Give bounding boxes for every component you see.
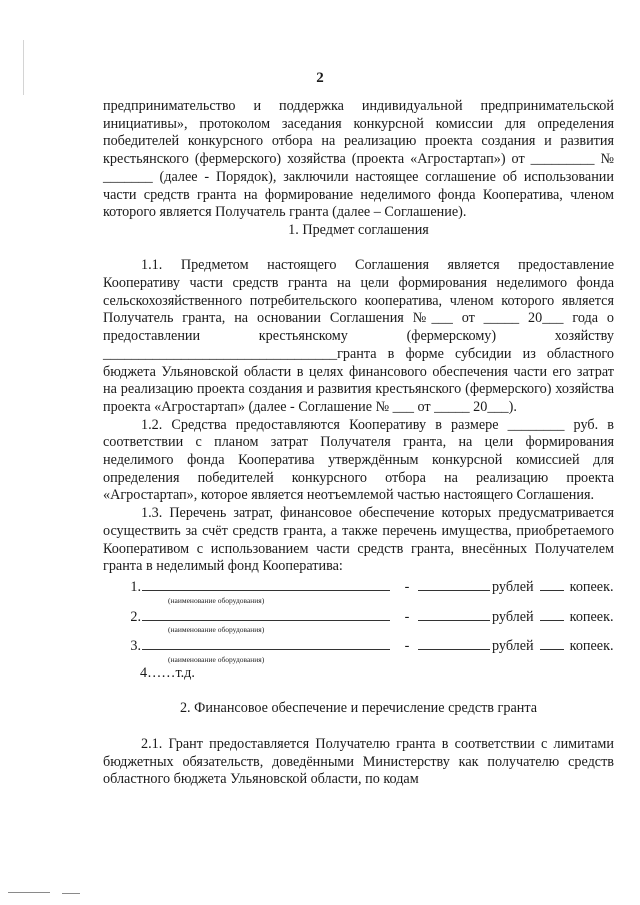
left-edge-mark [8,892,50,893]
intro-paragraph: предпринимательство и поддержка индивидуальной предпринимательской инициативы», протоколом заседания конкурсной комиссии для определения победителей конкурсного отбора на реализацию проекта создания и развития крестьянского (фермерского) хозяйства (проекта «Агростартап») от _________ № _______ (далее - Порядок), заключили настоящее соглашение об использовании части средств гранта на формирование неделимого фонда Кооператива, членом которого является Получатель гранта (далее – Соглашение). [103,98,614,221]
item-more-text: 4……т.д. [140,665,195,682]
expense-item [103,635,614,664]
item-caption: (наименование оборудования) [168,595,265,605]
item-dash: - [404,608,410,625]
item-kopecks-label: копеек. [569,638,614,655]
item-kopecks-label: копеек. [569,608,614,625]
item-kopecks-blank [540,606,564,621]
item-dash: - [404,578,410,595]
left-edge-mark-2 [62,893,80,894]
item-name-blank [142,576,390,591]
spacer [103,683,614,701]
expense-item [103,576,614,605]
item-caption: (наименование оборудования) [168,625,265,635]
item-rubles-blank [418,635,490,650]
spacer [103,718,614,736]
clause-1-1: 1.1. Предметом настоящего Соглашения является предоставление Кооперативу части средств гранта на цели формирования неделимого фонда сельскохозяйственного потребительского кооператива, членом которого является Получатель гранта, на основании Соглашения №___ от _____ 20___ года о предоставлении крестьянскому (фермерскому) хозяйству _________________________________гранта в форме субсидии из областного бюджета Ульяновской области в целях финансового обеспечения части его затрат на реализацию проекта создания и развития крестьянского (фермерского) хозяйства проекта «Агростартап» (далее - Соглашение № ___ от _____ 20___). [103,257,614,415]
item-number: 3. [130,638,141,655]
page-number: 2 [316,70,324,86]
item-rubles-blank [418,606,490,621]
expense-item-more [103,665,614,683]
item-name-blank [142,606,390,621]
item-number: 1. [130,578,141,595]
item-dash: - [404,638,410,655]
item-kopecks-label: копеек. [569,578,614,595]
item-kopecks-blank [540,635,564,650]
item-rubles-label: рублей [492,578,534,595]
item-kopecks-blank [540,576,564,591]
expense-item [103,606,614,635]
item-rubles-label: рублей [492,638,534,655]
section-2-title: 2. Финансовое обеспечение и перечисление средств гранта [179,700,538,717]
item-rubles-label: рублей [492,608,534,625]
item-name-blank [142,635,390,650]
item-number: 2. [130,608,141,625]
section-1-title: 1. Предмет соглашения [288,221,429,238]
item-caption: (наименование оборудования) [168,655,265,665]
clause-1-2: 1.2. Средства предоставляются Кооперативу в размере ________ руб. в соответствии с планом затрат Получателя гранта, на цели формирования неделимого фонда Кооператива утверждённым конкурсной комиссией для определения победителей конкурсного отбора на реализацию проекта «Агростартап», которое является неотъемлемой частью настоящего Соглашения. [103,416,614,504]
item-rubles-blank [418,576,490,591]
document-body [103,98,614,789]
spacer [103,240,614,258]
expense-item-list [103,576,614,683]
clause-2-1: 2.1. Грант предоставляется Получателю гранта в соответствии с лимитами бюджетных обязательств, доведёнными Министерству как получателю средств областного бюджета Ульяновской области, по кодам [103,735,614,788]
clause-1-3: 1.3. Перечень затрат, финансовое обеспечение которых предусматривается осуществить за счёт средств гранта, а также перечень имущества, приобретаемого Кооперативом с использованием части средств гранта, внесённых Получателем гранта в неделимый фонд Кооператива: [103,505,614,575]
